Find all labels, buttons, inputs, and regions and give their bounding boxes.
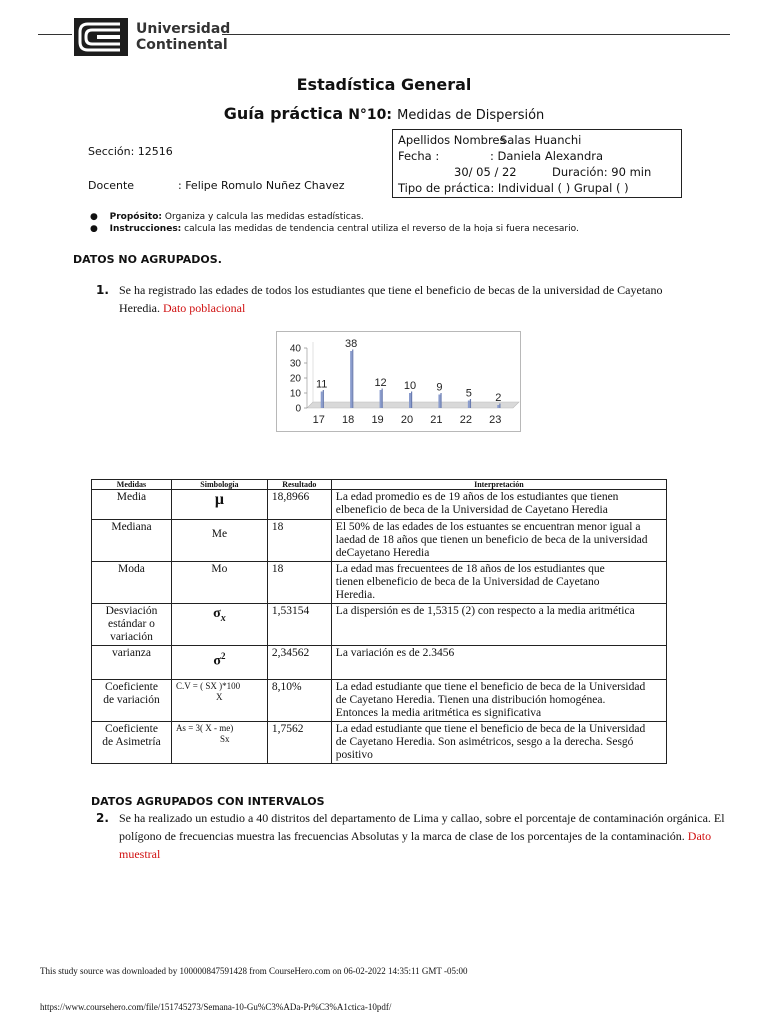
bullet-proposito: [90, 212, 364, 222]
bar: [438, 395, 440, 409]
medida-cell: [92, 722, 172, 764]
section2-line2: polígono de frecuencias muestra las frecuencias Absolutas y la marca de clase de los porcentajes de la contaminación.: [119, 829, 685, 843]
bar-side: [323, 390, 324, 408]
university-logo: [74, 18, 128, 56]
bullet-dot-icon: ●: [90, 224, 98, 232]
medida-line: estándar o: [107, 618, 155, 630]
interp-line: deCayetano Heredia: [335, 547, 430, 559]
university-name-line1: Universidad: [136, 21, 231, 37]
section1-text-line2: [119, 301, 245, 316]
interp-line: de Cayetano Heredia. Son asimétricos, sesgo a la derecha. Sesgó: [335, 736, 634, 748]
interpretacion-cell: [331, 680, 666, 722]
section1-heading: DATOS NO AGRUPADOS.: [73, 253, 222, 266]
medida-line: Coeficiente: [104, 723, 158, 735]
bar-side: [411, 392, 412, 409]
bar: [468, 401, 470, 409]
bar: [321, 392, 323, 409]
footer-source: This study source was downloaded by 100000847591428 from CourseHero.com on 06-02-2022 14:35:11 GMT -05:00: [40, 966, 468, 976]
symbol-sigma-x-icon: [171, 604, 267, 646]
proposito-label: Propósito:: [109, 212, 162, 222]
interp-line: tienen elbeneficio de beca de la Universidad de Cayetano: [335, 576, 600, 588]
bar-side: [382, 389, 383, 409]
interpretacion-cell: [331, 520, 666, 562]
symbol-mu-icon: μ: [171, 490, 267, 520]
y-tick-label: 10: [289, 388, 301, 400]
interp-line: El 50% de las edades de los estuantes se encuentran menor igual a: [335, 521, 641, 533]
age-bar-chart: [276, 331, 521, 432]
sigma-symbol: σ: [213, 606, 221, 621]
fecha-value: 30/ 05 / 22: [454, 165, 517, 179]
interpretacion-cell: [331, 490, 666, 520]
resultado-cell: 18: [267, 562, 331, 604]
formula-cv-cell: [171, 680, 267, 722]
table-row: [92, 520, 667, 562]
apellidos-value: Salas Huanchi: [500, 133, 582, 147]
results-table: [91, 479, 667, 764]
medida-cell: varianza: [92, 646, 172, 680]
resultado-cell: 18,8966: [267, 490, 331, 520]
y-tick-label: 40: [289, 343, 301, 355]
x-tick-label: 17: [312, 414, 325, 426]
table-row: [92, 680, 667, 722]
bullet-dot-icon: ●: [90, 212, 98, 222]
header-medidas: Medidas: [92, 480, 172, 490]
chart-floor: [307, 402, 519, 408]
section1-text-line1: Se ha registrado las edades de todos los estudiantes que tiene el beneficio de becas de la universidad de Cayetano: [119, 283, 663, 297]
formula-line: X: [215, 692, 223, 702]
x-tick-label: 21: [430, 414, 443, 426]
interp-line: laedad de 18 años que tienen un beneficio de beca de la universidad: [335, 534, 648, 546]
data-label: 38: [345, 338, 358, 350]
interp-line: Heredia.: [335, 589, 376, 601]
docente-label: Docente: [88, 179, 135, 192]
y-tick-label: 20: [289, 373, 301, 385]
medida-cell: Moda: [92, 562, 172, 604]
resultado-cell: 18: [267, 520, 331, 562]
medida-line: de Asimetría: [102, 736, 161, 748]
table-row: [92, 604, 667, 646]
resultado-cell: 1,53154: [267, 604, 331, 646]
data-label: 11: [316, 378, 328, 391]
section1-heredia: Heredia.: [119, 301, 160, 315]
medida-cell: [92, 604, 172, 646]
interp-line: elbeneficio de beca de la Universidad de Cayetano Heredia: [335, 504, 608, 516]
bar-side: [440, 393, 441, 408]
formula-as-cell: [171, 722, 267, 764]
data-label: 9: [436, 381, 443, 394]
chart-svg: [277, 332, 520, 431]
section2-number: 2.: [96, 811, 109, 825]
interp-line: La edad promedio es de 19 años de los estudiantes que tienen: [335, 491, 619, 503]
header-interpretacion: Interpretación: [331, 480, 666, 490]
table-header-row: [92, 480, 667, 490]
student-info-box: [392, 129, 682, 198]
logo-mark-icon: [74, 18, 128, 56]
seccion-label: Sección: 12516: [88, 145, 173, 158]
bar: [380, 390, 382, 408]
table-row: [92, 562, 667, 604]
data-label: 5: [465, 387, 472, 400]
header-simbologia: Simbología: [171, 480, 267, 490]
data-label: 10: [403, 380, 417, 392]
subtitle-tema: Medidas de Dispersión: [397, 108, 545, 123]
section2-heading: DATOS AGRUPADOS CON INTERVALOS: [91, 795, 325, 808]
table-row: [92, 722, 667, 764]
muestral-tag: muestral: [119, 847, 161, 861]
sigma-symbol: σ: [213, 653, 221, 669]
footer-url[interactable]: https://www.coursehero.com/file/151745273/Semana-10-Gu%C3%ADa-Pr%C3%A1ctica-10pdf/: [40, 1002, 392, 1012]
interpretacion-cell: La variación es de 2.3456: [331, 646, 666, 680]
instrucciones-label: Instrucciones:: [109, 224, 182, 232]
sigma-subscript: x: [220, 612, 226, 624]
document-title: Estadística General: [296, 75, 472, 94]
tipo-practica: Tipo de práctica: Individual ( ) Grupal ( ): [398, 181, 629, 195]
y-tick-label: 30: [289, 358, 301, 370]
medida-line: de variación: [103, 694, 160, 706]
x-tick-label: 22: [459, 414, 472, 426]
interp-line: de Cayetano Heredia. Tienen una distribución homogénea.: [335, 694, 606, 706]
medida-line: variación: [110, 631, 153, 643]
table-row: [92, 490, 667, 520]
subtitle-guia: Guía práctica: [223, 104, 344, 123]
x-tick-label: 19: [371, 414, 384, 426]
formula-line: As = 3( X - me): [175, 723, 234, 733]
header-rule-left: [38, 34, 72, 35]
bullet-instrucciones: [90, 224, 650, 232]
header-rule-right: [222, 34, 730, 35]
subtitle-numero: N°10:: [348, 107, 393, 123]
nombre-value: : Daniela Alexandra: [490, 149, 604, 163]
section2-text-line1: Se ha realizado un estudio a 40 distritos del departamento de Lima y callao, sobre el porcentaje de contaminación orgánica. El: [119, 811, 725, 825]
proposito-text: Organiza y calcula las medidas estadísticas.: [164, 212, 364, 222]
x-tick-label: 20: [400, 414, 414, 426]
simbolo-cell: Mo: [171, 562, 267, 604]
interpretacion-cell: [331, 722, 666, 764]
medida-cell: Mediana: [92, 520, 172, 562]
resultado-cell: 2,34562: [267, 646, 331, 680]
y-tick-label: 0: [295, 403, 301, 415]
interp-line: La edad estudiante que tiene el beneficio de beca de la Universidad: [335, 681, 646, 693]
bar-side: [352, 350, 353, 409]
formula-line: Sx: [219, 734, 230, 744]
dato-tag: Dato: [687, 829, 712, 843]
dato-poblacional-tag: Dato poblacional: [162, 301, 246, 315]
header-resultado: Resultado: [267, 480, 331, 490]
duracion-value: Duración: 90 min: [552, 165, 652, 179]
interp-line: La edad mas frecuentees de 18 años de los estudiantes que: [335, 563, 605, 575]
simbolo-cell: Me: [171, 520, 267, 562]
bar-side: [470, 399, 471, 408]
interp-line: positivo: [335, 749, 373, 761]
interpretacion-cell: La dispersión es de 1,5315 (2) con respecto a la media aritmética: [331, 604, 666, 646]
data-label: 2: [495, 392, 502, 404]
interp-line: La edad estudiante que tiene el beneficio de beca de la Universidad: [335, 723, 646, 735]
bar: [497, 405, 499, 408]
resultado-cell: 8,10%: [267, 680, 331, 722]
section2-text-line2: [119, 829, 711, 844]
interp-line: Entonces la media aritmética es significativa: [335, 707, 542, 719]
instrucciones-text: calcula las medidas de tendencia central utiliza el reverso de la hoja si fuera necesario.: [184, 224, 579, 232]
bar-side: [499, 404, 500, 409]
medida-line: Coeficiente: [104, 681, 158, 693]
x-tick-label: 23: [489, 414, 502, 426]
symbol-sigma-squared-icon: [171, 646, 267, 680]
x-tick-label: 18: [342, 414, 355, 426]
table-row: [92, 646, 667, 680]
document-subtitle: [0, 104, 768, 123]
medida-line: Desviación: [105, 605, 158, 617]
sigma-superscript: 2: [220, 651, 226, 661]
bar: [350, 351, 352, 408]
medida-cell: Media: [92, 490, 172, 520]
medida-cell: [92, 680, 172, 722]
resultado-cell: 1,7562: [267, 722, 331, 764]
bar: [409, 393, 411, 408]
section1-number: 1.: [96, 283, 109, 297]
fecha-label: Fecha :: [398, 149, 440, 163]
interpretacion-cell: [331, 562, 666, 604]
apellidos-label: Apellidos Nombres: [398, 133, 506, 147]
formula-line: C.V = ( SX )*100: [175, 681, 241, 691]
docente-value: : Felipe Romulo Nuñez Chavez: [178, 179, 345, 192]
university-name-line2: Continental: [136, 37, 228, 53]
data-label: 12: [374, 377, 387, 389]
